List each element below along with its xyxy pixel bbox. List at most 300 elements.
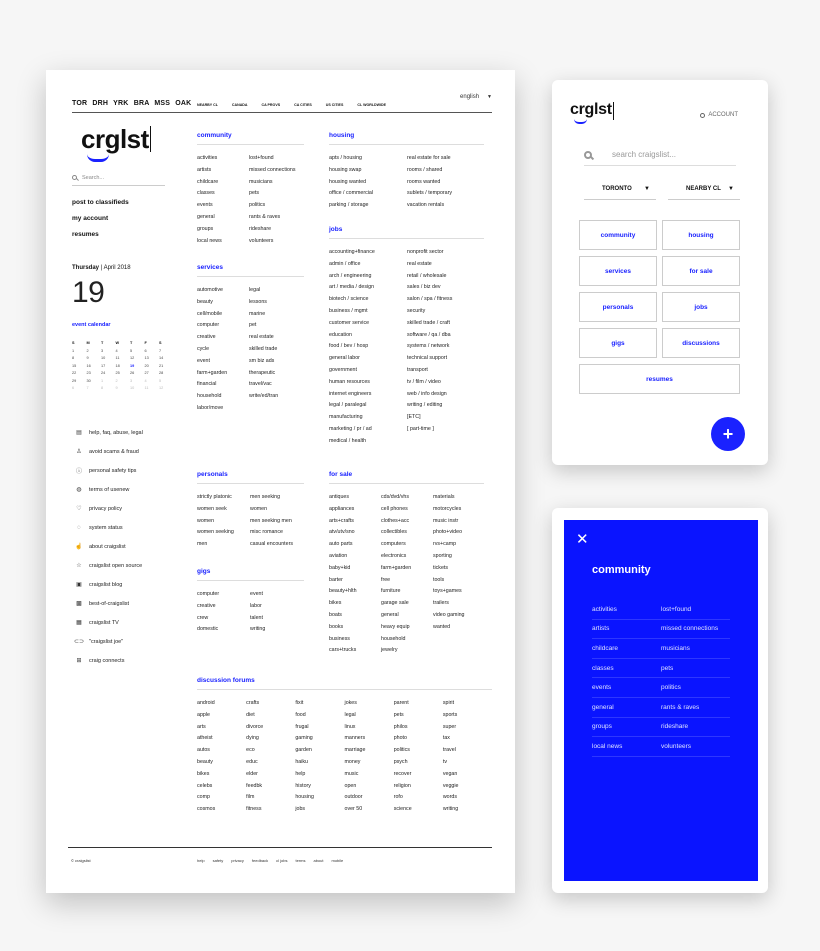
category-link[interactable]: cars+trucks bbox=[329, 647, 357, 654]
forums-title[interactable]: discussion forums bbox=[197, 677, 492, 690]
category-link[interactable]: bikes bbox=[329, 600, 342, 607]
category-link[interactable]: crew bbox=[197, 614, 209, 621]
mobile-logo[interactable] bbox=[570, 102, 614, 120]
category-link[interactable]: women seeking bbox=[197, 529, 234, 536]
forum-link[interactable]: spirit bbox=[442, 700, 455, 706]
category-link[interactable]: auto parts bbox=[329, 541, 353, 548]
calendar-day[interactable]: 12 bbox=[159, 386, 164, 390]
calendar-day[interactable]: 25 bbox=[115, 371, 120, 375]
overlay-link[interactable]: rants & raves bbox=[661, 703, 700, 711]
category-link[interactable]: skilled trade / craft bbox=[407, 319, 450, 326]
housing-button[interactable]: housing bbox=[662, 220, 740, 250]
forum-link[interactable]: cosmos bbox=[197, 806, 216, 813]
category-link[interactable]: computer bbox=[197, 591, 220, 597]
calendar-day[interactable]: 5 bbox=[159, 378, 162, 383]
forum-link[interactable]: recover bbox=[393, 770, 412, 777]
calendar-day[interactable]: 7 bbox=[159, 348, 162, 353]
category-link[interactable]: men bbox=[197, 541, 208, 548]
close-icon[interactable]: ✕ bbox=[576, 531, 589, 548]
category-link[interactable]: garage sale bbox=[381, 600, 409, 607]
category-link[interactable]: sporting bbox=[433, 552, 452, 559]
calendar-day[interactable]: 29 bbox=[72, 378, 77, 383]
category-link[interactable]: motorcycles bbox=[433, 505, 462, 512]
category-link[interactable]: event bbox=[197, 357, 210, 364]
category-link[interactable]: classes bbox=[197, 190, 215, 197]
footer-link[interactable]: privacy bbox=[231, 858, 244, 863]
calendar-day[interactable]: 23 bbox=[86, 371, 91, 375]
calendar-day[interactable]: 6 bbox=[144, 348, 147, 353]
info-link[interactable] bbox=[74, 651, 143, 670]
category-link[interactable]: books bbox=[329, 623, 344, 630]
category-link[interactable]: musicians bbox=[249, 178, 273, 185]
category-link[interactable]: farm+garden bbox=[197, 369, 228, 376]
footer-link[interactable]: terms bbox=[295, 858, 306, 863]
forum-link[interactable]: psych bbox=[393, 758, 408, 765]
category-link[interactable]: toys+games bbox=[433, 588, 462, 595]
forsale-title[interactable]: for sale bbox=[329, 471, 484, 484]
category-link[interactable]: cds/dvd/vhs bbox=[381, 494, 409, 500]
calendar-day[interactable]: 15 bbox=[72, 363, 77, 368]
forum-link[interactable]: housing bbox=[295, 794, 314, 801]
category-link[interactable]: events bbox=[197, 202, 213, 209]
category-link[interactable]: skilled trade bbox=[249, 345, 278, 352]
calendar-day[interactable]: 8 bbox=[101, 386, 104, 390]
category-link[interactable]: talent bbox=[250, 614, 263, 621]
category-link[interactable]: barter bbox=[329, 576, 343, 583]
forum-link[interactable]: veggie bbox=[442, 782, 459, 789]
category-link[interactable]: therapeutic bbox=[249, 369, 276, 376]
forum-link[interactable]: garden bbox=[295, 747, 312, 754]
overlay-link[interactable]: pets bbox=[661, 664, 674, 672]
overlay-link[interactable]: volunteers bbox=[661, 742, 691, 750]
forum-link[interactable]: autos bbox=[197, 747, 210, 754]
info-link[interactable] bbox=[74, 556, 143, 575]
overlay-link[interactable]: local news bbox=[592, 742, 623, 750]
forum-link[interactable]: money bbox=[344, 758, 361, 765]
calendar-day[interactable]: 11 bbox=[115, 356, 120, 360]
forum-link[interactable]: outdoor bbox=[344, 794, 363, 801]
category-link[interactable]: human resources bbox=[329, 378, 370, 385]
mobile-search-input[interactable] bbox=[584, 144, 736, 166]
category-link[interactable]: baby+kid bbox=[329, 564, 351, 571]
overlay-link[interactable]: musicians bbox=[661, 644, 690, 652]
category-link[interactable]: lost+found bbox=[249, 155, 274, 161]
forum-link[interactable]: divorce bbox=[246, 723, 264, 730]
calendar-day[interactable]: 24 bbox=[101, 371, 106, 375]
calendar-day[interactable]: 10 bbox=[130, 386, 135, 390]
overlay-link[interactable]: activities bbox=[592, 605, 617, 613]
category-link[interactable]: men seeking men bbox=[250, 517, 292, 524]
forum-link[interactable]: frugal bbox=[295, 723, 309, 730]
calendar-day[interactable]: 28 bbox=[159, 371, 164, 375]
calendar-day[interactable]: 8 bbox=[72, 356, 75, 360]
category-link[interactable]: labor bbox=[250, 602, 262, 609]
personals-button[interactable]: personals bbox=[579, 292, 657, 322]
info-link[interactable] bbox=[74, 518, 143, 537]
forum-link[interactable]: pets bbox=[393, 711, 404, 718]
category-link[interactable]: tickets bbox=[433, 564, 449, 571]
footer-link[interactable]: about bbox=[313, 858, 324, 863]
category-link[interactable]: business / mgmt bbox=[329, 307, 368, 314]
calendar-day[interactable]: 4 bbox=[144, 378, 147, 383]
category-link[interactable]: writing bbox=[250, 626, 266, 633]
category-link[interactable]: salon / spa / fitness bbox=[407, 296, 453, 303]
category-link[interactable]: misc romance bbox=[250, 529, 283, 536]
category-link[interactable]: tools bbox=[433, 576, 445, 583]
forum-link[interactable]: apple bbox=[197, 711, 210, 718]
info-link[interactable] bbox=[74, 594, 143, 613]
calendar-day[interactable]: 9 bbox=[115, 386, 118, 390]
category-link[interactable]: general bbox=[197, 213, 215, 220]
forum-link[interactable]: philos bbox=[393, 723, 408, 730]
info-link[interactable] bbox=[74, 461, 143, 480]
calendar-day[interactable]: 1 bbox=[101, 378, 104, 383]
gigs-button[interactable]: gigs bbox=[579, 328, 657, 358]
overlay-link[interactable]: classes bbox=[592, 664, 614, 672]
category-link[interactable]: cycle bbox=[197, 345, 210, 352]
category-link[interactable]: antiques bbox=[329, 494, 350, 500]
forum-link[interactable]: legal bbox=[344, 711, 356, 718]
category-link[interactable]: pets bbox=[249, 190, 260, 197]
info-link[interactable] bbox=[74, 537, 143, 556]
forum-link[interactable]: dying bbox=[246, 735, 259, 742]
calendar-day[interactable]: 3 bbox=[101, 348, 104, 353]
category-link[interactable]: government bbox=[329, 366, 357, 373]
category-link[interactable]: business bbox=[329, 635, 350, 642]
category-link[interactable]: customer service bbox=[329, 319, 370, 326]
category-link[interactable]: creative bbox=[197, 602, 216, 609]
category-link[interactable]: education bbox=[329, 331, 352, 338]
category-link[interactable]: rooms / shared bbox=[407, 166, 443, 173]
category-link[interactable]: general bbox=[381, 611, 399, 618]
category-link[interactable]: admin / office bbox=[329, 260, 361, 267]
personals-title[interactable]: personals bbox=[197, 471, 304, 484]
info-link[interactable] bbox=[74, 480, 143, 499]
forum-link[interactable]: science bbox=[393, 806, 412, 813]
category-link[interactable]: cell phones bbox=[381, 505, 408, 512]
forum-link[interactable]: educ bbox=[246, 758, 258, 765]
services-button[interactable]: services bbox=[579, 256, 657, 286]
forum-link[interactable]: android bbox=[197, 700, 215, 706]
info-link[interactable] bbox=[74, 499, 143, 518]
category-link[interactable]: beauty bbox=[197, 298, 213, 305]
overlay-link[interactable]: artists bbox=[592, 625, 610, 633]
forum-link[interactable]: parent bbox=[393, 700, 409, 706]
category-link[interactable]: groups bbox=[197, 225, 214, 232]
services-title[interactable]: services bbox=[197, 264, 304, 277]
category-link[interactable]: technical support bbox=[407, 355, 448, 362]
forum-link[interactable]: sports bbox=[442, 711, 458, 718]
nearby-select[interactable] bbox=[668, 178, 740, 200]
category-link[interactable]: photo+video bbox=[433, 529, 463, 536]
calendar-day[interactable]: 18 bbox=[115, 363, 120, 368]
forum-link[interactable]: tv bbox=[442, 758, 447, 765]
overlay-link[interactable]: lost+found bbox=[661, 605, 692, 613]
forum-link[interactable]: history bbox=[295, 782, 311, 789]
forum-link[interactable]: open bbox=[344, 782, 357, 789]
calendar-day[interactable]: 6 bbox=[72, 386, 75, 390]
category-link[interactable]: web / info design bbox=[407, 390, 447, 397]
category-link[interactable]: boats bbox=[329, 611, 342, 618]
info-link[interactable] bbox=[74, 632, 143, 651]
category-link[interactable]: atv/utv/sno bbox=[329, 529, 355, 536]
calendar-day[interactable]: 13 bbox=[144, 356, 149, 360]
category-link[interactable]: office / commercial bbox=[329, 190, 374, 197]
forum-link[interactable]: travel bbox=[442, 747, 456, 754]
category-link[interactable]: household bbox=[197, 393, 222, 400]
footer-link[interactable]: mobile bbox=[331, 858, 344, 863]
forum-link[interactable]: jobs bbox=[295, 806, 306, 813]
category-link[interactable]: women seek bbox=[197, 505, 227, 512]
category-link[interactable]: artists bbox=[197, 166, 212, 173]
calendar-day[interactable]: 4 bbox=[115, 348, 118, 353]
category-link[interactable]: music instr bbox=[433, 517, 459, 524]
category-link[interactable]: legal / paralegal bbox=[329, 402, 367, 409]
category-link[interactable]: internet engineers bbox=[329, 390, 372, 397]
category-link[interactable]: sublets / temporary bbox=[407, 190, 453, 197]
logo[interactable] bbox=[81, 126, 151, 152]
category-link[interactable]: parking / storage bbox=[329, 202, 369, 209]
info-link[interactable] bbox=[74, 423, 143, 442]
category-link[interactable]: farm+garden bbox=[381, 564, 412, 571]
forum-link[interactable]: linux bbox=[344, 723, 356, 730]
jobs-button[interactable]: jobs bbox=[662, 292, 740, 322]
footer-link[interactable]: help bbox=[197, 858, 205, 863]
forum-link[interactable]: bikes bbox=[197, 770, 210, 777]
region-link[interactable]: CA PROVS bbox=[261, 103, 281, 107]
category-link[interactable]: write/ed/tran bbox=[249, 393, 279, 400]
category-link[interactable]: vacation rentals bbox=[407, 202, 445, 209]
gigs-title[interactable]: gigs bbox=[197, 568, 304, 581]
category-link[interactable]: heavy equip bbox=[381, 623, 410, 630]
info-link[interactable] bbox=[74, 442, 143, 461]
region-link[interactable]: CA CITIES bbox=[294, 103, 312, 107]
calendar-day[interactable]: 16 bbox=[86, 363, 91, 368]
forum-link[interactable]: crafts bbox=[246, 700, 260, 706]
category-link[interactable]: marketing / pr / ad bbox=[329, 425, 372, 432]
overlay-link[interactable]: rideshare bbox=[661, 723, 689, 731]
forum-link[interactable]: gaming bbox=[295, 735, 313, 742]
overlay-link[interactable]: politics bbox=[661, 684, 681, 692]
category-link[interactable]: childcare bbox=[197, 178, 219, 185]
forum-link[interactable]: food bbox=[295, 711, 306, 718]
category-link[interactable]: clothes+acc bbox=[381, 517, 410, 524]
calendar-day[interactable]: 11 bbox=[144, 386, 149, 390]
community-button[interactable]: community bbox=[579, 220, 657, 250]
forum-link[interactable]: music bbox=[344, 770, 359, 777]
category-link[interactable]: lessons bbox=[249, 298, 267, 305]
language-select[interactable] bbox=[460, 94, 492, 100]
category-link[interactable]: strictly platonic bbox=[197, 494, 232, 500]
account-link[interactable] bbox=[700, 112, 738, 118]
category-link[interactable]: [ part-time ] bbox=[407, 425, 434, 432]
category-link[interactable]: art / media / design bbox=[329, 284, 375, 291]
calendar-day[interactable]: 30 bbox=[86, 378, 91, 383]
calendar-day[interactable]: 10 bbox=[101, 356, 106, 360]
category-link[interactable]: computer bbox=[197, 322, 220, 329]
category-link[interactable]: women bbox=[197, 517, 215, 524]
calendar-day[interactable]: 17 bbox=[101, 363, 106, 368]
category-link[interactable]: software / qa / dba bbox=[407, 331, 451, 338]
category-link[interactable]: tv / film / video bbox=[407, 378, 441, 385]
category-link[interactable]: automotive bbox=[197, 287, 223, 293]
category-link[interactable]: rvs+camp bbox=[433, 541, 457, 548]
category-link[interactable]: systems / network bbox=[407, 343, 450, 350]
forum-link[interactable]: manners bbox=[344, 735, 366, 742]
city-links[interactable]: TOR DRH YRK BRA MSS OAK bbox=[72, 100, 192, 107]
forum-link[interactable]: vegan bbox=[442, 770, 458, 777]
category-link[interactable]: video gaming bbox=[433, 611, 465, 618]
forum-link[interactable]: marriage bbox=[344, 747, 366, 754]
search-input[interactable] bbox=[72, 170, 165, 186]
calendar-day[interactable]: 5 bbox=[130, 348, 133, 353]
region-link[interactable]: CANADA bbox=[231, 103, 248, 107]
calendar-day[interactable]: 12 bbox=[130, 356, 135, 360]
calendar-day[interactable]: 21 bbox=[159, 363, 164, 368]
region-link[interactable]: CL WORLDWIDE bbox=[357, 103, 387, 107]
category-link[interactable]: local news bbox=[197, 237, 222, 244]
overlay-link[interactable]: events bbox=[592, 684, 612, 692]
category-link[interactable]: trailers bbox=[433, 600, 449, 607]
location-select[interactable] bbox=[584, 178, 656, 200]
category-link[interactable]: real estate bbox=[407, 260, 432, 267]
category-link[interactable]: household bbox=[381, 635, 406, 642]
category-link[interactable]: accounting+finance bbox=[329, 249, 375, 255]
info-link[interactable] bbox=[74, 575, 143, 594]
forum-link[interactable]: words bbox=[442, 794, 457, 801]
event-calendar-title[interactable]: event calendar bbox=[72, 322, 111, 328]
category-link[interactable]: housing swap bbox=[329, 166, 362, 173]
category-link[interactable]: wanted bbox=[433, 623, 451, 630]
forum-link[interactable]: religion bbox=[393, 782, 411, 789]
calendar-day[interactable]: 1 bbox=[72, 348, 75, 353]
forsale-button[interactable]: for sale bbox=[662, 256, 740, 286]
overlay-link[interactable]: groups bbox=[592, 723, 612, 731]
category-link[interactable]: real estate for sale bbox=[407, 155, 451, 161]
category-link[interactable]: rants & raves bbox=[249, 213, 281, 220]
category-link[interactable]: aviation bbox=[329, 552, 348, 559]
category-link[interactable]: food / bev / hosp bbox=[329, 343, 369, 350]
category-link[interactable]: domestic bbox=[197, 626, 219, 633]
calendar-day[interactable]: 3 bbox=[130, 378, 133, 383]
forum-link[interactable]: over 50 bbox=[344, 806, 363, 813]
category-link[interactable]: computers bbox=[381, 541, 406, 548]
footer-link[interactable]: safety bbox=[212, 858, 224, 863]
resumes-link[interactable]: resumes bbox=[72, 231, 99, 238]
calendar-day[interactable]: 9 bbox=[86, 356, 89, 360]
category-link[interactable]: writing / editing bbox=[407, 402, 443, 409]
category-link[interactable]: free bbox=[381, 576, 391, 583]
category-link[interactable]: casual encounters bbox=[250, 541, 293, 548]
forum-link[interactable]: politics bbox=[393, 747, 410, 754]
calendar-day[interactable]: 7 bbox=[86, 386, 89, 390]
forum-link[interactable]: photo bbox=[393, 735, 407, 742]
category-link[interactable]: rooms wanted bbox=[407, 178, 441, 185]
forum-link[interactable]: rofo bbox=[393, 794, 403, 801]
category-link[interactable]: activities bbox=[197, 155, 218, 161]
community-title[interactable]: community bbox=[197, 132, 304, 145]
category-link[interactable]: missed connections bbox=[249, 166, 296, 173]
forum-link[interactable]: celebs bbox=[197, 782, 213, 789]
category-link[interactable]: marine bbox=[249, 310, 266, 317]
category-link[interactable]: travel/vac bbox=[249, 381, 272, 388]
category-link[interactable]: real estate bbox=[249, 334, 274, 341]
forum-link[interactable]: fixit bbox=[295, 700, 304, 706]
category-link[interactable]: housing wanted bbox=[329, 178, 367, 185]
category-link[interactable]: pet bbox=[249, 322, 257, 329]
category-link[interactable]: cell/mobile bbox=[197, 310, 223, 317]
overlay-link[interactable]: missed connections bbox=[661, 625, 719, 633]
footer-link[interactable]: cl jobs bbox=[276, 858, 288, 863]
resumes-button[interactable]: resumes bbox=[579, 364, 740, 394]
category-link[interactable]: men seeking bbox=[250, 494, 281, 500]
region-link[interactable]: NEARBY CL bbox=[197, 103, 218, 107]
forum-link[interactable]: writing bbox=[442, 806, 459, 813]
forum-link[interactable]: film bbox=[246, 794, 255, 801]
category-link[interactable]: general labor bbox=[329, 355, 360, 362]
post-classifieds-link[interactable]: post to classifieds bbox=[72, 199, 129, 206]
category-link[interactable]: medical / health bbox=[329, 437, 367, 444]
forum-link[interactable]: eco bbox=[246, 747, 255, 754]
category-link[interactable]: collectibles bbox=[381, 529, 407, 536]
category-link[interactable]: security bbox=[407, 307, 426, 314]
category-link[interactable]: beauty+hlth bbox=[329, 588, 357, 595]
category-link[interactable]: manufacturing bbox=[329, 414, 363, 421]
category-link[interactable]: creative bbox=[197, 334, 216, 341]
my-account-link[interactable]: my account bbox=[72, 215, 109, 222]
forum-link[interactable]: elder bbox=[246, 770, 258, 777]
category-link[interactable]: [ETC] bbox=[407, 414, 421, 421]
housing-title[interactable]: housing bbox=[329, 132, 484, 145]
forum-link[interactable]: super bbox=[442, 723, 457, 730]
footer-link[interactable]: feedback bbox=[251, 858, 269, 863]
calendar-day[interactable]: 19 bbox=[130, 363, 135, 368]
forum-link[interactable]: comp bbox=[197, 794, 210, 801]
category-link[interactable]: sales / biz dev bbox=[407, 284, 441, 291]
overlay-link[interactable]: general bbox=[592, 703, 614, 711]
forum-link[interactable]: atheist bbox=[197, 735, 213, 742]
calendar-day[interactable]: 27 bbox=[144, 371, 149, 375]
category-link[interactable]: furniture bbox=[381, 588, 401, 595]
forum-link[interactable]: fitness bbox=[246, 806, 262, 813]
forum-link[interactable]: arts bbox=[197, 723, 206, 730]
category-link[interactable]: retail / wholesale bbox=[407, 272, 447, 279]
add-post-button[interactable] bbox=[711, 417, 745, 451]
category-link[interactable]: event bbox=[250, 591, 263, 597]
discussions-button[interactable]: discussions bbox=[662, 328, 740, 358]
category-link[interactable]: financial bbox=[197, 381, 217, 388]
category-link[interactable]: materials bbox=[433, 494, 455, 500]
category-link[interactable]: women bbox=[250, 505, 268, 512]
category-link[interactable]: jewelry bbox=[381, 647, 398, 654]
calendar-day[interactable]: 14 bbox=[159, 356, 164, 360]
category-link[interactable]: legal bbox=[249, 287, 261, 293]
category-link[interactable]: politics bbox=[249, 202, 266, 209]
category-link[interactable]: rideshare bbox=[249, 225, 272, 232]
calendar-day[interactable]: 20 bbox=[144, 363, 149, 368]
calendar-day[interactable]: 2 bbox=[115, 378, 118, 383]
info-link[interactable] bbox=[74, 613, 143, 632]
overlay-link[interactable]: childcare bbox=[592, 644, 619, 652]
category-link[interactable]: apts / housing bbox=[329, 155, 362, 161]
category-link[interactable]: transport bbox=[407, 366, 428, 373]
category-link[interactable]: biotech / science bbox=[329, 296, 369, 303]
forum-link[interactable]: tax bbox=[442, 735, 450, 742]
category-link[interactable]: arch / engineering bbox=[329, 272, 372, 279]
forum-link[interactable]: feedbk bbox=[246, 782, 263, 789]
forum-link[interactable]: beauty bbox=[197, 758, 213, 765]
calendar-day[interactable]: 22 bbox=[72, 371, 77, 375]
